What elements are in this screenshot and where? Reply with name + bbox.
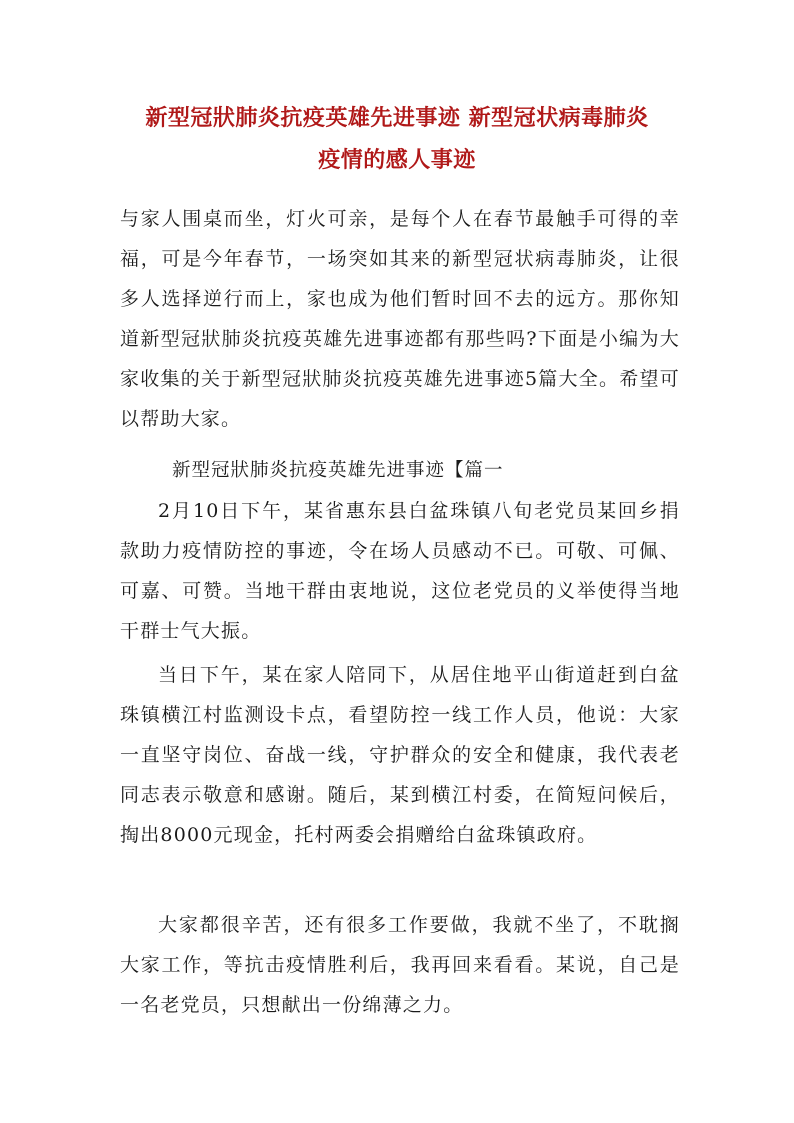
intro-block	[120, 199, 680, 439]
paragraph-block-2	[120, 655, 680, 855]
body-paragraph: 当日下午，某在家人陪同下，从居住地平山街道赶到白盆珠镇横江村监测设卡点，看望防控一线工作人员，他说：大家一直坚守岗位、奋战一线，守护群众的安全和健康，我代表老同志表示敬意和感谢。随后，某到横江村委，在简短问候后，掏出8000元现金，托村两委会捐赠给白盆珠镇政府。	[120, 664, 680, 846]
paragraph-block-1	[120, 491, 680, 651]
document-title-line-1: 新型冠狀肺炎抗疫英雄先进事迹 新型冠状病毒肺炎	[145, 105, 649, 131]
paragraph-block-3	[120, 905, 680, 1025]
section-heading: 新型冠狀肺炎抗疫英雄先进事迹【篇一	[172, 460, 504, 481]
body-paragraph: 2月10日下午，某省惠东县白盆珠镇八旬老党员某回乡捐款助力疫情防控的事迹，令在场人员感动不已。可敬、可佩、可嘉、可赞。当地干群由衷地说，这位老党员的义举使得当地干群士气大振。	[120, 500, 680, 642]
body-paragraph: 大家都很辛苦，还有很多工作要做，我就不坐了，不耽搁大家工作，等抗击疫情胜利后，我再回来看看。某说，自己是一名老党员，只想献出一份绵薄之力。	[120, 914, 680, 1016]
document-title-line-2: 疫情的感人事迹	[318, 147, 476, 173]
intro-paragraph: 与家人围桌而坐，灯火可亲，是每个人在春节最触手可得的幸福，可是今年春节，一场突如其来的新型冠状病毒肺炎，让很多人选择逆行而上，家也成为他们暂时回不去的远方。那你知道新型冠狀肺炎抗疫英雄先进事迹都有那些吗?下面是小编为大家收集的关于新型冠狀肺炎抗疫英雄先进事迹5篇大全。希望可以帮助大家。	[120, 208, 680, 430]
